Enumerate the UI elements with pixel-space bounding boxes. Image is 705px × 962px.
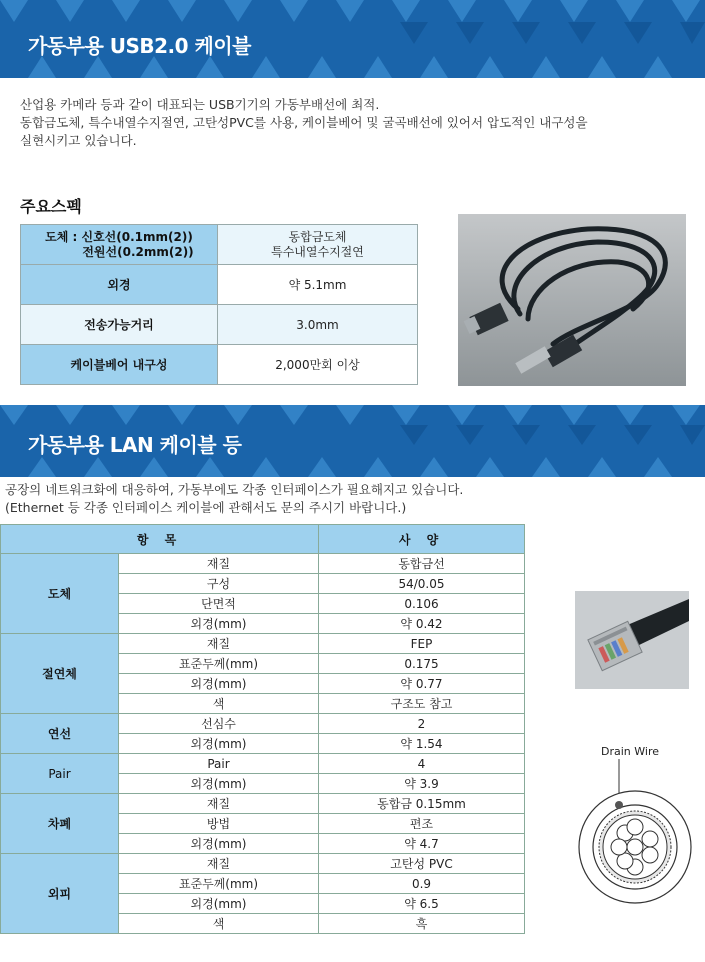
value-cell: 편조	[319, 814, 525, 834]
item-cell: 외경(mm)	[119, 834, 319, 854]
value-cell: 0.106	[319, 594, 525, 614]
header-item: 항 목	[1, 525, 319, 554]
group-label: 도체	[1, 554, 119, 634]
value-cell: 약 0.77	[319, 674, 525, 694]
value-cell: 약 0.42	[319, 614, 525, 634]
item-cell: 외경(mm)	[119, 894, 319, 914]
group-label: 절연체	[1, 634, 119, 714]
section1-intro	[20, 96, 588, 150]
section2-banner	[0, 405, 705, 477]
section2-intro	[5, 481, 463, 517]
value-cell: 동합금 0.15mm	[319, 794, 525, 814]
lan-plug-photo	[575, 591, 689, 689]
item-cell: 재질	[119, 554, 319, 574]
item-cell: 색	[119, 694, 319, 714]
section1-banner	[0, 0, 705, 78]
usb-cable-photo	[458, 214, 686, 386]
value-cell: 구조도 참고	[319, 694, 525, 714]
cable-cross-section-diagram	[573, 755, 705, 905]
spec-table	[20, 224, 418, 385]
value-cell: 약 6.5	[319, 894, 525, 914]
group-label: Pair	[1, 754, 119, 794]
item-cell: 외경(mm)	[119, 614, 319, 634]
header-spec: 사 양	[319, 525, 525, 554]
value-cell: 54/0.05	[319, 574, 525, 594]
intro-line: 실현시키고 있습니다.	[20, 133, 137, 148]
intro-line: 공장의 네트워크화에 대응하여, 가동부에도 각종 인터페이스가 필요해지고 있습니다.	[5, 482, 464, 497]
table-header-row	[1, 525, 525, 554]
table-row	[21, 265, 418, 305]
item-cell: 외경(mm)	[119, 674, 319, 694]
spec-key-line: 도체 : 신호선(0.1mm(2))	[45, 229, 193, 244]
group-label: 연선	[1, 714, 119, 754]
item-cell: 표준두께(mm)	[119, 654, 319, 674]
item-cell: 단면적	[119, 594, 319, 614]
spec-value: 약 5.1mm	[218, 265, 418, 305]
table-row	[1, 634, 525, 654]
intro-line: (Ethernet 등 각종 인터페이스 케이블에 관해서도 문의 주시기 바랍니다.)	[5, 500, 407, 515]
section1-title: 가동부용 USB2.0 케이블	[28, 34, 251, 58]
table-row	[1, 714, 525, 734]
value-cell: 약 4.7	[319, 834, 525, 854]
table-row	[1, 554, 525, 574]
value-cell: 약 1.54	[319, 734, 525, 754]
spec-value	[218, 225, 418, 265]
item-cell: 선심수	[119, 714, 319, 734]
group-label: 차폐	[1, 794, 119, 854]
item-cell: 재질	[119, 854, 319, 874]
item-cell: 재질	[119, 794, 319, 814]
item-cell: 방법	[119, 814, 319, 834]
spec-key: 외경	[21, 265, 218, 305]
value-cell: FEP	[319, 634, 525, 654]
value-cell: 2	[319, 714, 525, 734]
table-row	[21, 305, 418, 345]
value-cell: 4	[319, 754, 525, 774]
item-cell: 외경(mm)	[119, 774, 319, 794]
section2-title: 가동부용 LAN 케이블 등	[28, 433, 242, 457]
table-row	[1, 754, 525, 774]
item-cell: 재질	[119, 634, 319, 654]
spec-value: 2,000만회 이상	[218, 345, 418, 385]
group-label: 외피	[1, 854, 119, 934]
lan-spec-table	[0, 524, 525, 934]
spec-key	[21, 225, 218, 265]
spec-key: 케이블베어 내구성	[21, 345, 218, 385]
spec-key: 전송가능거리	[21, 305, 218, 345]
value-cell: 흑	[319, 914, 525, 934]
value-cell: 약 3.9	[319, 774, 525, 794]
intro-line: 동합금도체, 특수내열수지절연, 고탄성PVC를 사용, 케이블베어 및 굴곡배선에 있어서 압도적인 내구성을	[20, 115, 588, 130]
intro-line: 산업용 카메라 등과 같이 대표되는 USB기기의 가동부배선에 최적.	[20, 97, 380, 112]
spec-heading: 주요스펙	[20, 197, 82, 216]
spec-value-line: 특수내열수지절연	[271, 244, 364, 259]
spec-key-line: 전원선(0.2mm(2))	[82, 244, 194, 259]
drain-wire-label: Drain Wire	[601, 745, 659, 758]
table-row	[21, 225, 418, 265]
value-cell: 동합금선	[319, 554, 525, 574]
item-cell: Pair	[119, 754, 319, 774]
item-cell: 외경(mm)	[119, 734, 319, 754]
value-cell: 고탄성 PVC	[319, 854, 525, 874]
item-cell: 표준두께(mm)	[119, 874, 319, 894]
item-cell: 색	[119, 914, 319, 934]
spec-value-line: 동합금도체	[288, 229, 347, 244]
value-cell: 0.9	[319, 874, 525, 894]
table-row	[21, 345, 418, 385]
table-row	[1, 794, 525, 814]
item-cell: 구성	[119, 574, 319, 594]
value-cell: 0.175	[319, 654, 525, 674]
table-row	[1, 854, 525, 874]
spec-value: 3.0mm	[218, 305, 418, 345]
